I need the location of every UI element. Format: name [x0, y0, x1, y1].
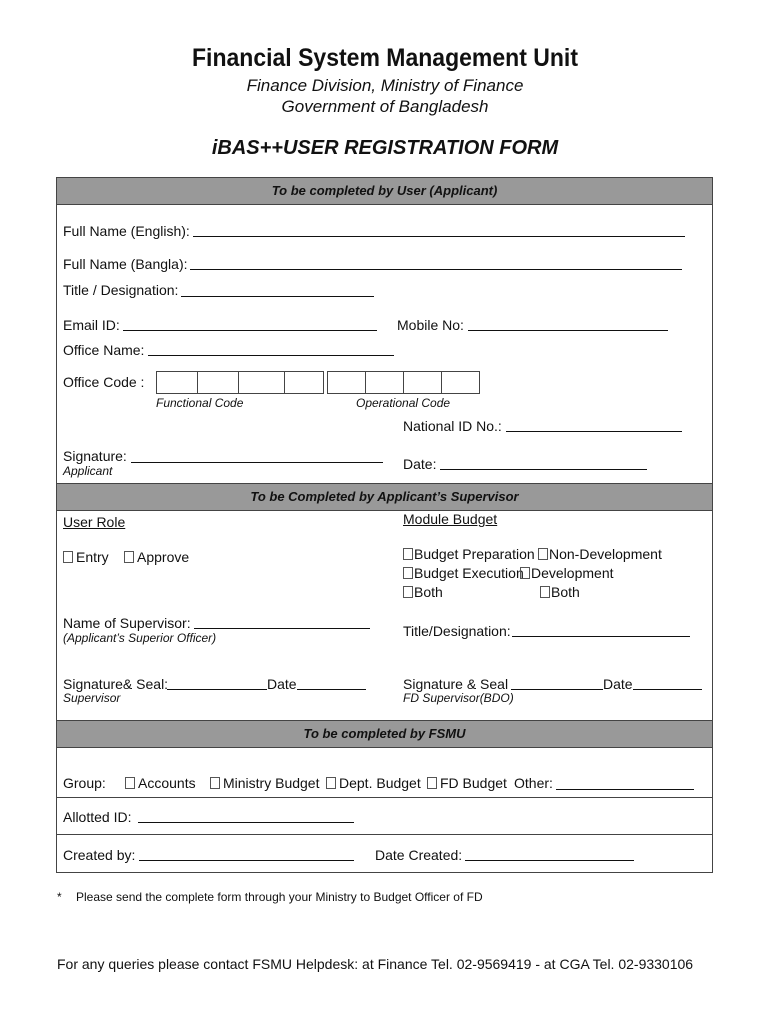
submission-note: Please send the complete form through your Ministry to Budget Officer of FD — [76, 890, 483, 904]
supervisor-title-designation-field[interactable] — [512, 636, 690, 637]
office-code-label: Office Code : — [63, 374, 145, 390]
non-development-label: Non-Development — [549, 546, 662, 562]
entry-option[interactable] — [63, 549, 109, 565]
both-left-label: Both — [414, 584, 443, 600]
applicant-caption: Applicant — [63, 464, 113, 478]
fd-signature-seal-field[interactable] — [511, 689, 603, 690]
fd-budget-label: FD Budget — [440, 775, 507, 791]
budget-execution-checkbox[interactable] — [403, 567, 413, 579]
applicant-signature-field[interactable] — [131, 462, 383, 463]
name-of-supervisor-label: Name of Supervisor: — [63, 615, 191, 631]
superior-officer-caption: (Applicant’s Superior Officer) — [63, 631, 217, 645]
national-id-field[interactable] — [506, 431, 682, 432]
dept-budget-option[interactable] — [326, 775, 421, 791]
entry-checkbox[interactable] — [63, 551, 73, 563]
group-label: Group: — [63, 775, 106, 791]
ministry-budget-option[interactable] — [210, 775, 319, 791]
fd-date-field[interactable] — [633, 689, 702, 690]
title-designation-field[interactable] — [181, 296, 374, 297]
date-created-field[interactable] — [465, 860, 634, 861]
mobile-label: Mobile No: — [397, 317, 464, 333]
subtitle-government: Government of Bangladesh — [281, 97, 489, 116]
development-label: Development — [531, 565, 614, 581]
other-label: Other: — [514, 775, 553, 791]
full-name-english-label: Full Name (English): — [63, 223, 190, 239]
accounts-checkbox[interactable] — [125, 777, 135, 789]
development-option[interactable] — [520, 565, 614, 581]
helpdesk-contact: For any queries please contact FSMU Helpdesk: at Finance Tel. 02-9569419 - at CGA Tel. 02-9330106 — [57, 956, 694, 972]
development-checkbox[interactable] — [520, 567, 530, 579]
other-field[interactable] — [556, 789, 694, 790]
name-of-supervisor-field[interactable] — [194, 628, 370, 629]
supervisor-section-header: To be Completed by Applicant’s Supervisor — [56, 483, 713, 511]
budget-preparation-label: Budget Preparation — [414, 546, 535, 562]
fd-budget-checkbox[interactable] — [427, 777, 437, 789]
accounts-option[interactable] — [125, 775, 196, 791]
form-title: iBAS++USER REGISTRATION FORM — [211, 137, 559, 159]
ministry-budget-label: Ministry Budget — [223, 775, 320, 791]
created-by-field[interactable] — [139, 860, 354, 861]
mobile-field[interactable] — [468, 330, 668, 331]
full-name-bangla-label: Full Name (Bangla): — [63, 256, 188, 272]
applicant-signature-label: Signature: — [63, 448, 127, 464]
date-created-label: Date Created: — [375, 847, 463, 863]
fd-budget-option[interactable] — [427, 775, 507, 791]
page-title: Financial System Management Unit — [192, 44, 578, 72]
accounts-label: Accounts — [138, 775, 196, 791]
email-label: Email ID: — [63, 317, 120, 333]
supervisor-title-designation-label: Title/Designation: — [403, 623, 511, 639]
supervisor-date-field[interactable] — [297, 689, 366, 690]
both-right-checkbox[interactable] — [540, 586, 550, 598]
note-asterisk: * — [57, 890, 62, 904]
dept-budget-label: Dept. Budget — [339, 775, 421, 791]
created-by-label: Created by: — [63, 847, 136, 863]
applicant-date-field[interactable] — [440, 469, 647, 470]
approve-checkbox[interactable] — [124, 551, 134, 563]
ministry-budget-checkbox[interactable] — [210, 777, 220, 789]
functional-code-caption: Functional Code — [156, 396, 244, 410]
supervisor-signature-seal-label: Signature& Seal: — [63, 676, 169, 692]
both-left-checkbox[interactable] — [403, 586, 413, 598]
email-field[interactable] — [123, 330, 377, 331]
functional-code-cells[interactable] — [156, 371, 324, 394]
dept-budget-checkbox[interactable] — [326, 777, 336, 789]
allotted-id-label: Allotted ID: — [63, 809, 132, 825]
approve-label: Approve — [137, 549, 190, 565]
budget-preparation-option[interactable] — [403, 546, 535, 562]
divider — [56, 797, 713, 798]
operational-code-cells[interactable] — [327, 371, 480, 394]
both-left-option[interactable] — [403, 584, 443, 600]
office-name-label: Office Name: — [63, 342, 145, 358]
full-name-bangla-field[interactable] — [190, 269, 682, 270]
supervisor-date-label: Date — [267, 676, 297, 692]
title-designation-label: Title / Designation: — [63, 282, 179, 298]
applicant-section-header: To be completed by User (Applicant) — [56, 177, 713, 205]
non-development-option[interactable] — [538, 546, 662, 562]
divider — [56, 834, 713, 835]
entry-label: Entry — [76, 549, 109, 565]
full-name-english-field[interactable] — [193, 236, 685, 237]
approve-option[interactable] — [124, 549, 189, 565]
module-budget-heading: Module Budget — [403, 511, 498, 527]
non-development-checkbox[interactable] — [538, 548, 548, 560]
fd-supervisor-caption: FD Supervisor(BDO) — [403, 691, 514, 705]
applicant-date-label: Date: — [403, 456, 437, 472]
budget-preparation-checkbox[interactable] — [403, 548, 413, 560]
operational-code-caption: Operational Code — [356, 396, 451, 410]
budget-execution-label: Budget Execution — [414, 565, 524, 581]
fd-date-label: Date — [603, 676, 633, 692]
national-id-label: National ID No.: — [403, 418, 502, 434]
supervisor-signature-seal-field[interactable] — [167, 689, 267, 690]
user-role-heading: User Role — [63, 514, 126, 530]
fd-signature-seal-label: Signature & Seal — [403, 676, 509, 692]
office-name-field[interactable] — [148, 355, 394, 356]
budget-execution-option[interactable] — [403, 565, 524, 581]
supervisor-caption: Supervisor — [63, 691, 121, 705]
subtitle-division: Finance Division, Ministry of Finance — [246, 76, 524, 95]
both-right-label: Both — [551, 584, 580, 600]
fsmu-section-header: To be completed by FSMU — [56, 720, 713, 748]
allotted-id-field[interactable] — [138, 822, 354, 823]
both-right-option[interactable] — [540, 584, 580, 600]
